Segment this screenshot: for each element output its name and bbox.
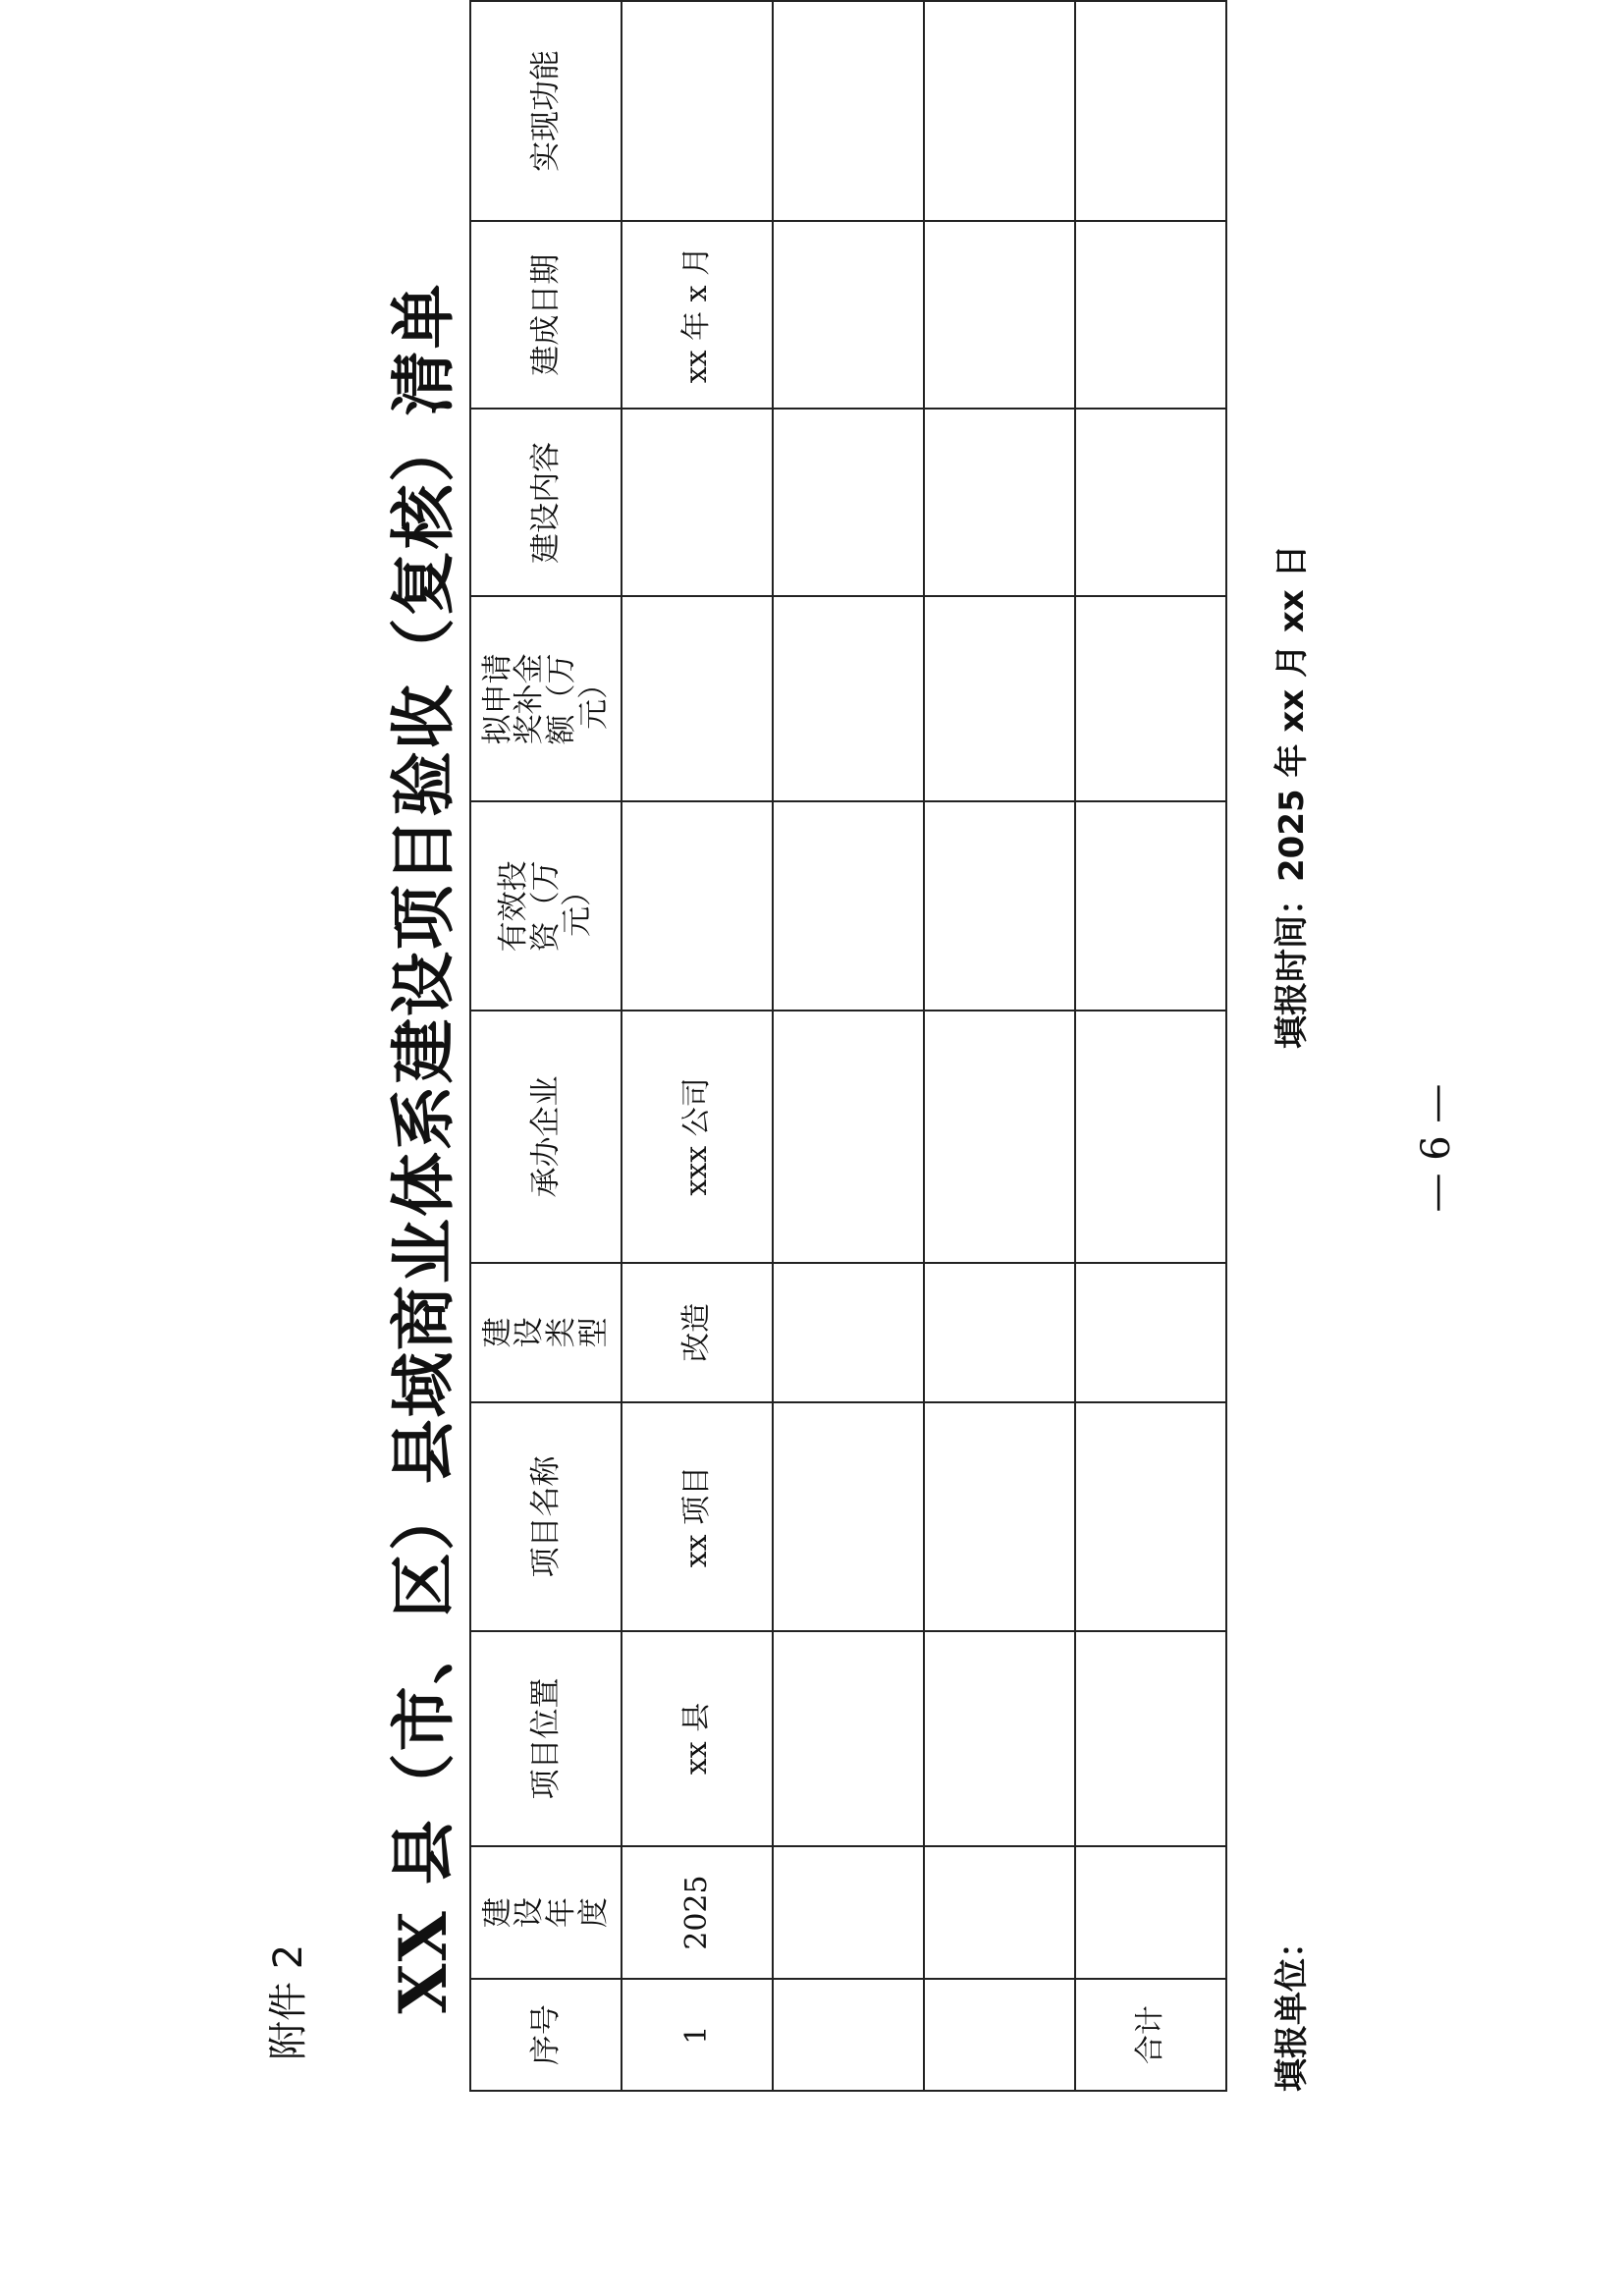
- table-cell: xxx 公司: [622, 1011, 773, 1262]
- table-cell: [924, 1, 1075, 221]
- table-cell: [1075, 1, 1226, 221]
- header-cell: 建设年度: [470, 1846, 622, 1979]
- table-cell: [924, 409, 1075, 596]
- table-cell: [924, 1402, 1075, 1631]
- table-cell: [773, 1, 924, 221]
- table-cell: [924, 1631, 1075, 1846]
- table-cell: [924, 1846, 1075, 1979]
- header-cell: 承办企业: [470, 1011, 622, 1262]
- table-row: [773, 1, 924, 2091]
- table-cell: [622, 801, 773, 1011]
- header-cell: 项目名称: [470, 1402, 622, 1631]
- table-total-row: [1075, 1, 1226, 2091]
- fill-time-label: 填报时间：2025 年 xx 月 xx 日: [1272, 544, 1312, 1049]
- table-cell: [1075, 1631, 1226, 1846]
- table-cell: [773, 1631, 924, 1846]
- table-cell: [924, 1263, 1075, 1402]
- table-cell: [924, 1011, 1075, 1262]
- table-cell: [1075, 596, 1226, 801]
- table-cell: [1075, 1011, 1226, 1262]
- table-cell: [1075, 1402, 1226, 1631]
- table-cell: [773, 801, 924, 1011]
- table-cell: [622, 409, 773, 596]
- table-cell: xx 项目: [622, 1402, 773, 1631]
- header-cell: 建设类型: [470, 1263, 622, 1402]
- table-cell: [773, 1263, 924, 1402]
- table-cell: 2025: [622, 1846, 773, 1979]
- header-cell: 项目位置: [470, 1631, 622, 1846]
- table-cell: [622, 596, 773, 801]
- table-row: [622, 1, 773, 2091]
- acceptance-table: [469, 0, 1227, 2092]
- header-cell: 实现功能: [470, 1, 622, 221]
- header-cell: 建成日期: [470, 221, 622, 410]
- fill-unit-label: 填报单位：: [1272, 1925, 1312, 2092]
- table-cell: 1: [622, 1979, 773, 2091]
- table-cell: [924, 596, 1075, 801]
- table-cell: [773, 221, 924, 410]
- header-cell: 有效投资（万元）: [470, 801, 622, 1011]
- table-cell: [924, 801, 1075, 1011]
- table-row: [924, 1, 1075, 2091]
- table-cell: [773, 1846, 924, 1979]
- header-cell: 拟申请奖补金额（万元）: [470, 596, 622, 801]
- table-cell: [1075, 1846, 1226, 1979]
- table-cell: [1075, 1263, 1226, 1402]
- table-cell: [1075, 409, 1226, 596]
- table-cell: 改造: [622, 1263, 773, 1402]
- table-header-row: [470, 1, 622, 2091]
- table-cell: [773, 1402, 924, 1631]
- table-cell: [773, 596, 924, 801]
- document-title: XX 县（市、区）县域商业体系建设项目验收（复核）清单: [385, 282, 461, 2014]
- table-cell: [773, 1011, 924, 1262]
- page-number: — 6 —: [1414, 1083, 1459, 1213]
- table-cell: [1075, 221, 1226, 410]
- attachment-label: 附件 2: [266, 1943, 311, 2060]
- header-cell: 序号: [470, 1979, 622, 2091]
- table-cell: [773, 409, 924, 596]
- table-cell: [924, 1979, 1075, 2091]
- table-cell: [622, 1, 773, 221]
- table-cell: [924, 221, 1075, 410]
- table-cell: [773, 1979, 924, 2091]
- total-label-cell: 合计: [1075, 1979, 1226, 2091]
- table-cell: xx 县: [622, 1631, 773, 1846]
- header-cell: 建设内容: [470, 409, 622, 596]
- table-cell: xx 年 x 月: [622, 221, 773, 410]
- table-cell: [1075, 801, 1226, 1011]
